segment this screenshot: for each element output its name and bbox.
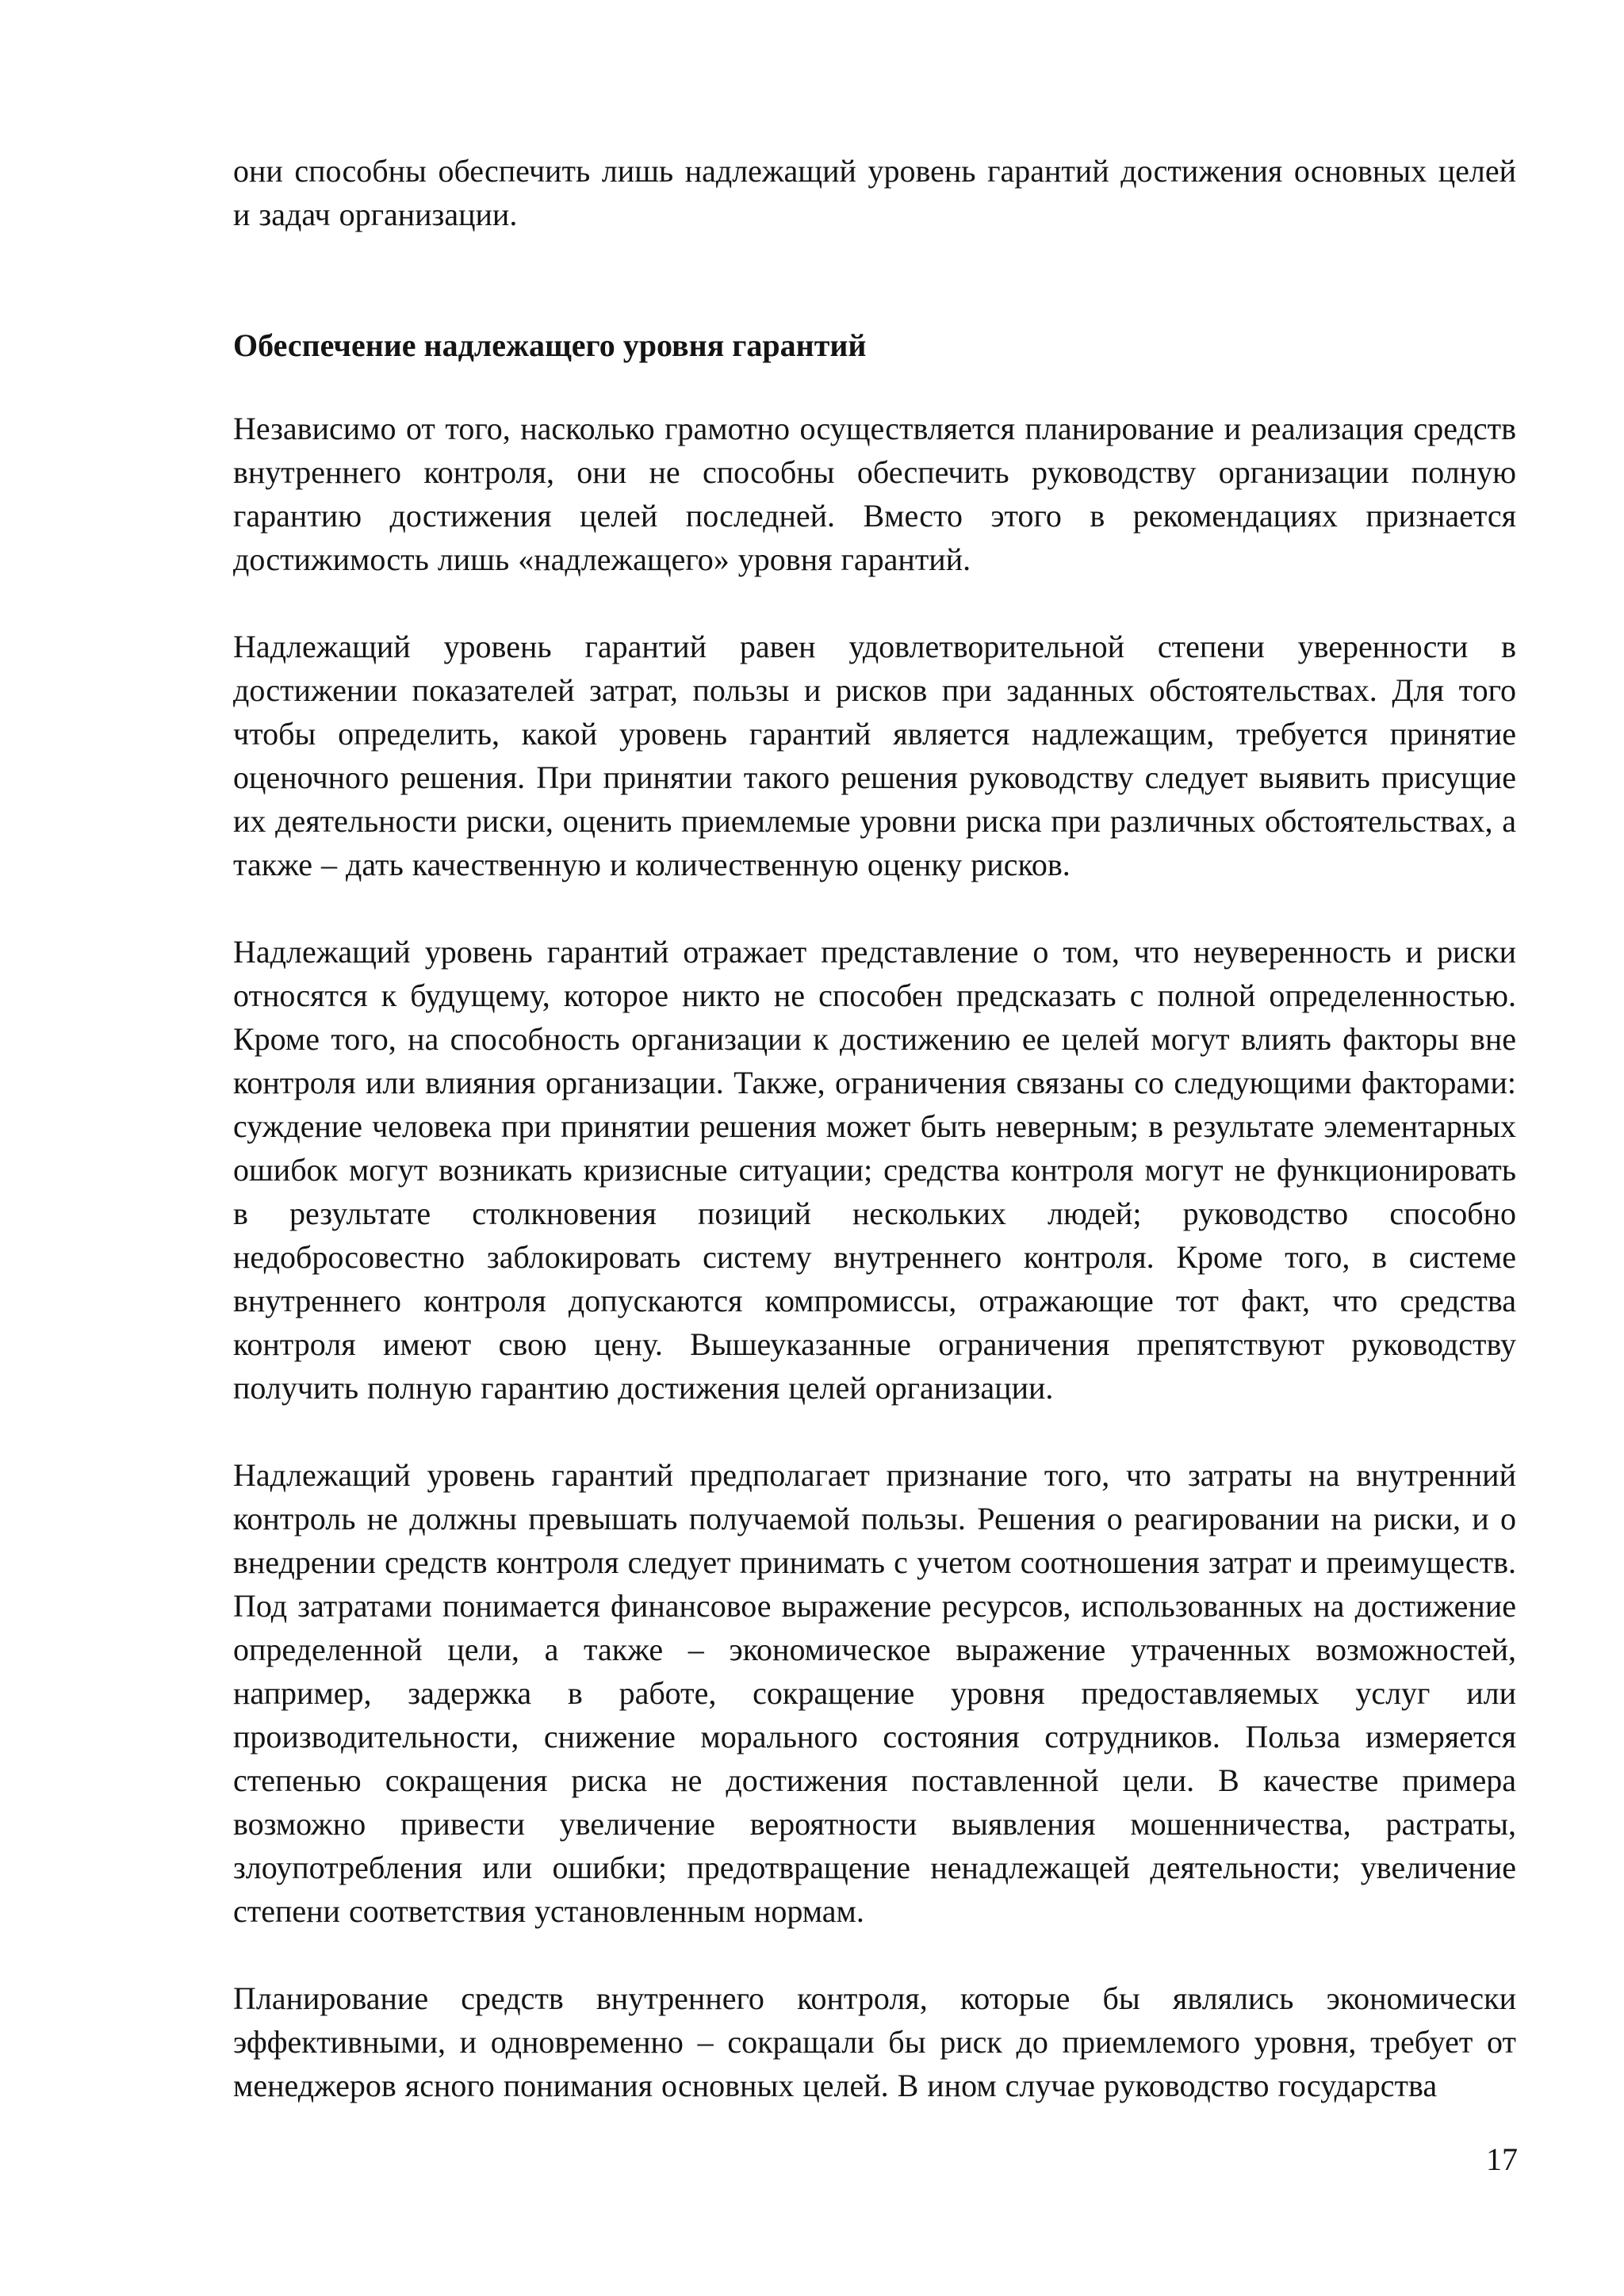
- paragraph-4: Надлежащий уровень гарантий предполагает признание того, что затраты на внутренний контроль не должны превышать получаемой пользы. Решения о реагировании на риски, и о внедрении средств контроля следует принимать с учетом соотношения затрат и преимуществ. Под затратами понимается финансовое выражение ресурсов, использованных на достижение определенной цели, а также – экономическое выражение утраченных возможностей, например, задержка в работе, сокращение уровня предоставляемых услуг или производительности, снижение морального состояния сотрудников. Польза измеряется степенью сокращения риска не достижения поставленной цели. В качестве примера возможно привести увеличение вероятности выявления мошенничества, растраты, злоупотребления или ошибки; предотвращение ненадлежащей деятельности; увеличение степени соответствия установленным нормам.: [233, 1457, 1516, 1929]
- page-body: [233, 149, 1516, 2107]
- paragraph-5: Планирование средств внутреннего контроля, которые бы являлись экономически эффективными, и одновременно – сокращали бы риск до приемлемого уровня, требует от менеджеров ясного понимания основных целей. В ином случае руководство государства: [233, 1980, 1516, 2103]
- paragraph-1: Независимо от того, насколько грамотно осуществляется планирование и реализация средств внутреннего контроля, они не способны обеспечить руководству организации полную гарантию достижения целей последней. Вместо этого в рекомендациях признается достижимость лишь «надлежащего» уровня гарантий.: [233, 411, 1516, 577]
- paragraph-2: Надлежащий уровень гарантий равен удовлетворительной степени уверенности в достижении показателей затрат, пользы и рисков при заданных обстоятельствах. Для того чтобы определить, какой уровень гарантий является надлежащим, требуется принятие оценочного решения. При принятии такого решения руководству следует выявить присущие их деятельности риски, оценить приемлемые уровни риска при различных обстоятельствах, а также – дать качественную и количественную оценку рисков.: [233, 629, 1516, 882]
- section-heading: Обеспечение надлежащего уровня гарантий: [233, 327, 867, 363]
- page-number: 17: [1486, 2141, 1518, 2177]
- continuation-paragraph: они способны обеспечить лишь надлежащий уровень гарантий достижения основных целей и задач организации.: [233, 153, 1516, 232]
- paragraph-3: Надлежащий уровень гарантий отражает представление о том, что неуверенность и риски относятся к будущему, которое никто не способен предсказать с полной определенностью. Кроме того, на способность организации к достижению ее целей могут влиять факторы вне контроля или влияния организации. Также, ограничения связаны со следующими факторами: суждение человека при принятии решения может быть неверным; в результате элементарных ошибок могут возникать кризисные ситуации; средства контроля могут не функционировать в результате столкновения позиций нескольких людей; руководство способно недобросовестно заблокировать систему внутреннего контроля. Кроме того, в системе внутреннего контроля допускаются компромиссы, отражающие тот факт, что средства контроля имеют свою цену. Вышеуказанные ограничения препятствуют руководству получить полную гарантию достижения целей организации.: [233, 934, 1516, 1406]
